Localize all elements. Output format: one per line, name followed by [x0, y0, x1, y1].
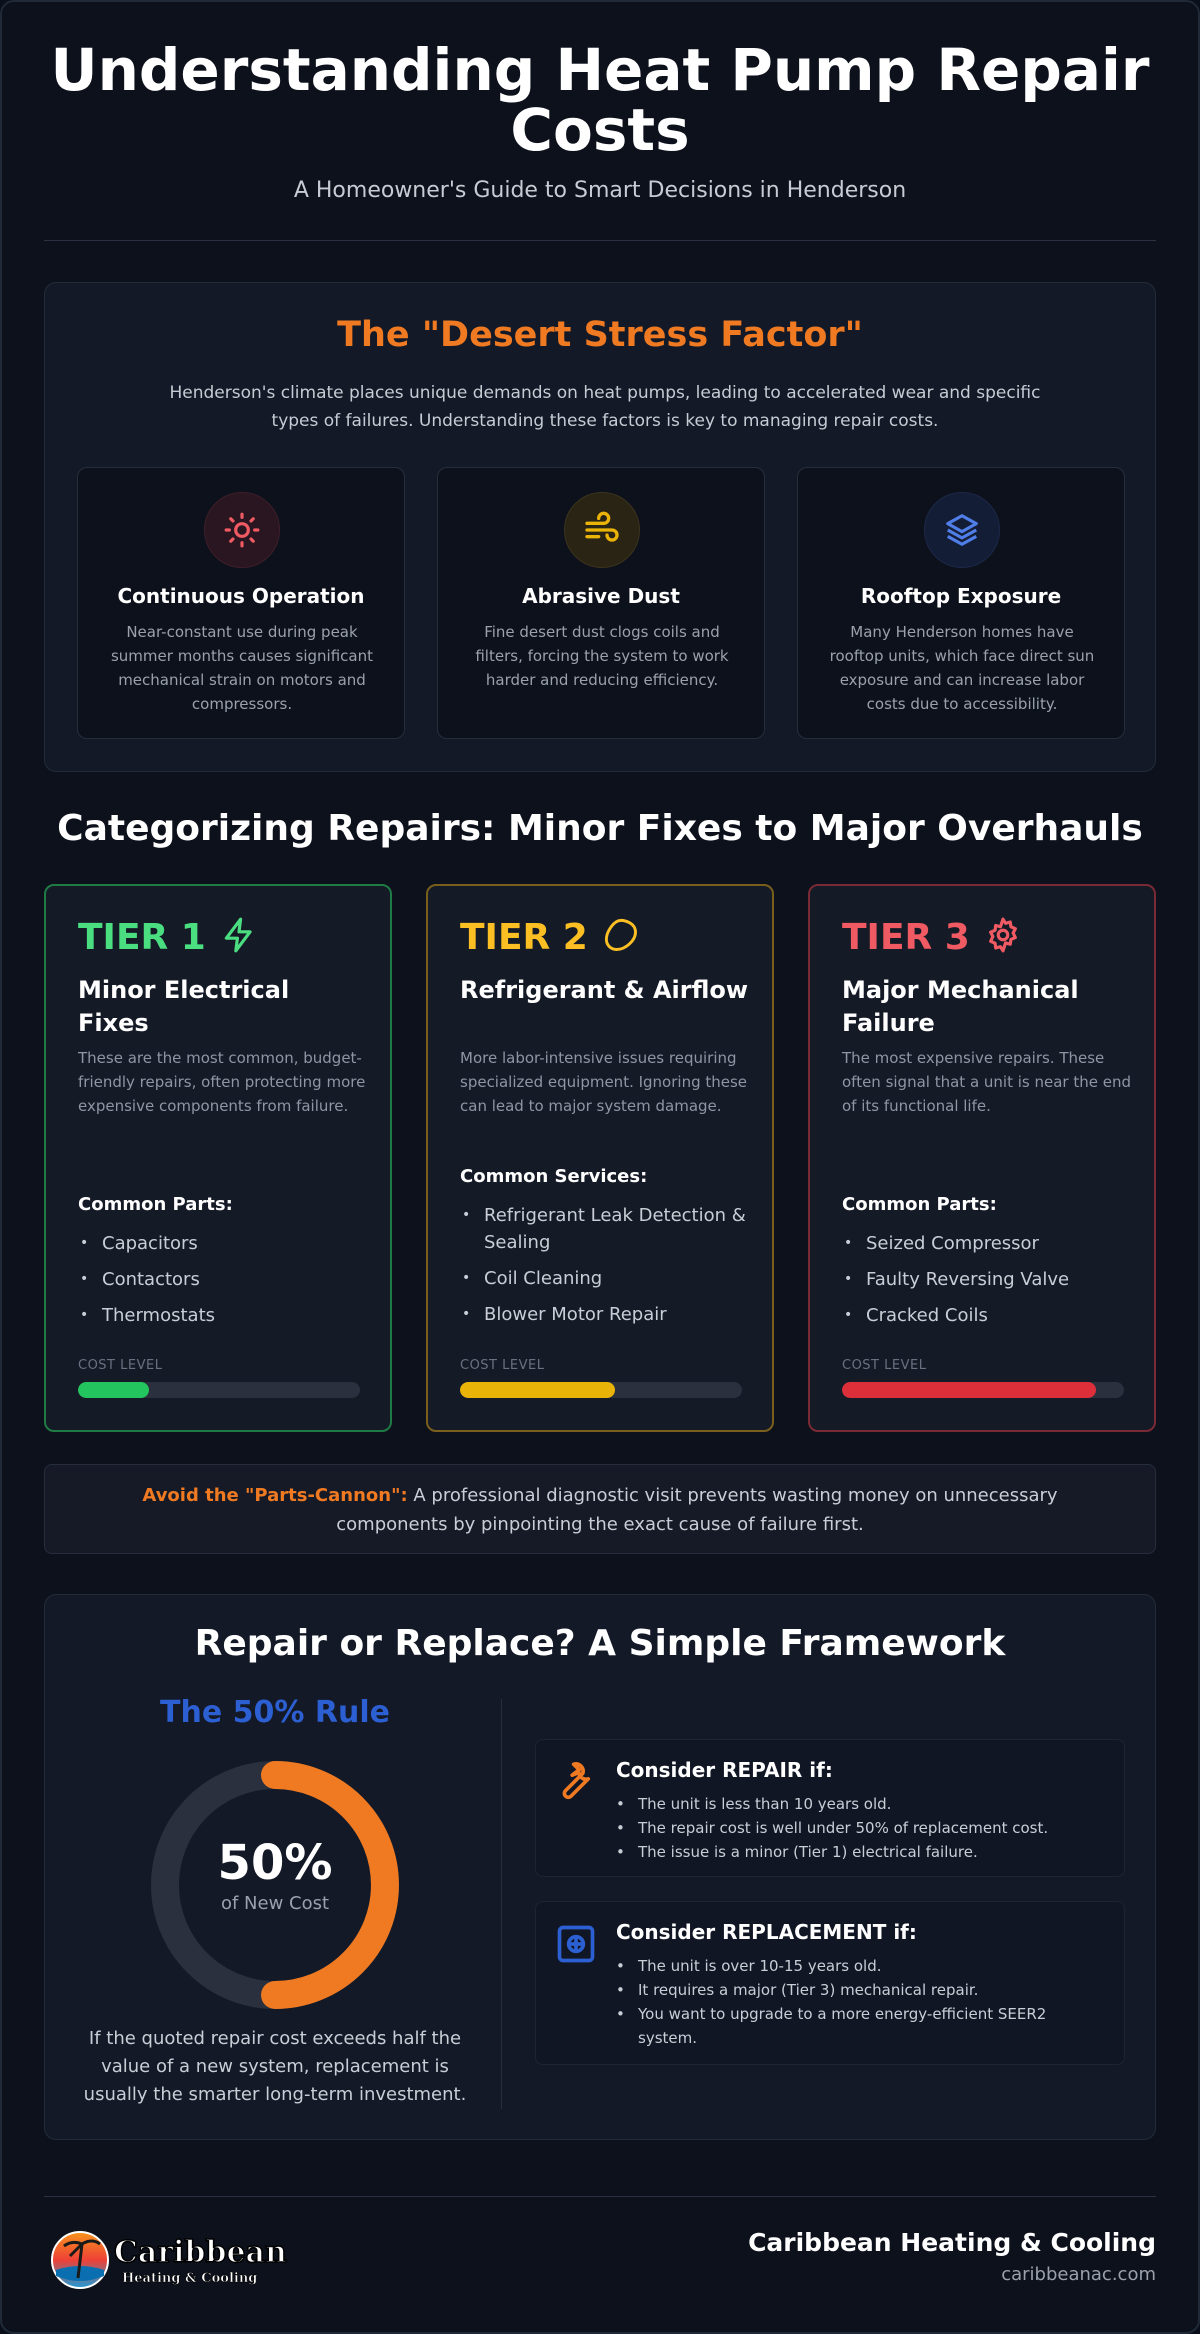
tier-card-1	[44, 884, 392, 1432]
list-item: • Capacitors	[78, 1230, 368, 1257]
tier-name: Refrigerant & Airflow	[460, 976, 749, 1004]
footer-divider	[44, 2196, 1156, 2197]
consider-replacement-card	[535, 1901, 1125, 2065]
tier-list-heading: Common Parts:	[78, 1194, 233, 1215]
list-item: • The issue is a minor (Tier 1) electrical failure.	[616, 1840, 1106, 1864]
caribbean-logo	[48, 2226, 288, 2296]
desert-description: Henderson's climate places unique demands on heat pumps, leading to accelerated wear and specific types of failures. Understanding these factors is key to managing repair costs.	[169, 383, 1041, 431]
donut-value: 50%	[217, 1835, 333, 1891]
gear-icon	[984, 916, 1022, 958]
desert-stress-panel	[44, 282, 1156, 772]
cost-level-bar	[78, 1382, 360, 1398]
layers-icon	[924, 492, 1000, 568]
list-item: • The unit is less than 10 years old.	[616, 1792, 1106, 1816]
list-item: • Seized Compressor	[842, 1230, 1132, 1257]
replacement-list	[616, 1954, 1106, 2050]
cost-level-bar	[460, 1382, 742, 1398]
new-unit-icon	[554, 1922, 598, 1966]
page-title: Understanding Heat Pump Repair Costs	[50, 36, 1150, 164]
callout-text: A professional diagnostic visit prevents wasting money on unnecessary components by pinpointing the exact cause of failure first.	[336, 1485, 1058, 1535]
tier-label: TIER 3	[842, 916, 970, 958]
factor-title: Abrasive Dust	[522, 584, 680, 608]
callout-lead: Avoid the "Parts-Cannon":	[142, 1485, 408, 1506]
tier-list-heading: Common Services:	[460, 1166, 648, 1187]
framework-title: Repair or Replace? A Simple Framework	[194, 1623, 1006, 1664]
list-item: • Refrigerant Leak Detection & Sealing	[460, 1202, 750, 1256]
header-divider	[44, 240, 1156, 241]
factor-description: Near-constant use during peak summer months causes significant mechanical strain on motors and compressors.	[110, 623, 373, 713]
list-item: • Contactors	[78, 1266, 368, 1293]
cost-level-fill	[460, 1382, 615, 1398]
sun-icon	[204, 492, 280, 568]
footer-url[interactable]: caribbeanac.com	[1001, 2264, 1156, 2285]
logo-subtext: Heating & Cooling	[122, 2271, 258, 2286]
framework-panel	[44, 1594, 1156, 2140]
list-item: • It requires a major (Tier 3) mechanical repair.	[616, 1978, 1106, 2002]
factor-card-rooftop	[797, 467, 1125, 739]
desert-title: The "Desert Stress Factor"	[337, 315, 863, 355]
list-item: • Blower Motor Repair	[460, 1301, 750, 1328]
list-item: • Cracked Coils	[842, 1302, 1132, 1329]
tier-list	[842, 1230, 1132, 1338]
tier-description: The most expensive repairs. These often signal that a unit is near the end of its functional life.	[842, 1049, 1131, 1115]
consider-repair-card	[535, 1739, 1125, 1877]
header	[44, 36, 1156, 203]
tier-card-2	[426, 884, 774, 1432]
tier-label: TIER 2	[460, 916, 588, 958]
donut-caption: of New Cost	[220, 1893, 330, 1914]
logo-word: Caribbean	[114, 2235, 287, 2270]
tier-label: TIER 1	[78, 916, 206, 958]
wrench-icon	[554, 1760, 598, 1804]
factor-title: Rooftop Exposure	[860, 584, 1062, 608]
wind-icon	[564, 492, 640, 568]
parts-cannon-callout	[44, 1464, 1156, 1554]
factor-title: Continuous Operation	[117, 584, 365, 608]
cost-level-fill	[842, 1382, 1096, 1398]
repair-heading: Consider REPAIR if:	[616, 1758, 833, 1782]
footer-brand: Caribbean Heating & Cooling	[748, 2228, 1156, 2257]
tier-name: Major Mechanical Failure	[842, 976, 1079, 1037]
factor-description: Fine desert dust clogs coils and filters, forcing the system to work harder and reducing efficiency.	[475, 623, 729, 689]
factor-card-dust	[437, 467, 765, 739]
categories-title: Categorizing Repairs: Minor Fixes to Major Overhauls	[57, 808, 1143, 849]
tier-description: More labor-intensive issues requiring specialized equipment. Ignoring these can lead to major system damage.	[460, 1049, 748, 1115]
cost-level-label: COST LEVEL	[78, 1358, 163, 1373]
list-item: • The repair cost is well under 50% of replacement cost.	[616, 1816, 1106, 1840]
tier-description: These are the most common, budget-friendly repairs, often protecting more expensive components from failure.	[78, 1049, 366, 1115]
tier-card-3	[808, 884, 1156, 1432]
cost-level-fill	[78, 1382, 149, 1398]
rule-description: If the quoted repair cost exceeds half the value of a new system, replacement is usually the smarter long-term investment.	[83, 2028, 467, 2105]
list-item: • Thermostats	[78, 1302, 368, 1329]
rule-title: The 50% Rule	[160, 1695, 390, 1730]
factor-description: Many Henderson homes have rooftop units, which face direct sun exposure and can increase labor costs due to accessibility.	[829, 623, 1095, 713]
cost-level-label: COST LEVEL	[842, 1358, 927, 1373]
lightning-icon	[220, 916, 258, 958]
list-item: • You want to upgrade to a more energy-efficient SEER2 system.	[616, 2002, 1106, 2050]
cost-level-bar	[842, 1382, 1124, 1398]
repair-list	[616, 1792, 1106, 1864]
droplet-icon	[602, 916, 640, 958]
tier-list-heading: Common Parts:	[842, 1194, 997, 1215]
list-item: • The unit is over 10-15 years old.	[616, 1954, 1106, 1978]
cost-level-label: COST LEVEL	[460, 1358, 545, 1373]
list-item: • Coil Cleaning	[460, 1265, 750, 1292]
tier-list	[460, 1202, 750, 1337]
tier-name: Minor Electrical Fixes	[78, 976, 290, 1037]
replacement-heading: Consider REPLACEMENT if:	[616, 1920, 917, 1944]
factor-card-continuous	[77, 467, 405, 739]
list-item: • Faulty Reversing Valve	[842, 1266, 1132, 1293]
page-subtitle: A Homeowner's Guide to Smart Decisions in Henderson	[293, 178, 907, 203]
tier-list	[78, 1230, 368, 1338]
framework-divider	[501, 1699, 502, 2109]
